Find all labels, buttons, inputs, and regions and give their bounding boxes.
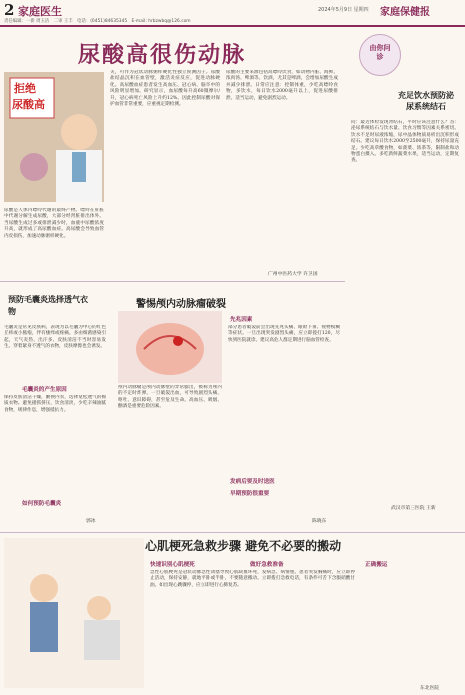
issue-info: 责任编辑：一新 周玉洁 二审 王丰 电话：(0451)84635345 E-mail: hrbzwbq@126.com — [4, 19, 191, 24]
section-name: 家庭医生 — [18, 5, 62, 18]
mi-body: 急性心肌梗死是冠状动脉急性闭塞导致心肌缺血坏死，发病急、病情重。患者突发胸痛时，应立即停止活动，保持安静，就地平卧或半卧，不要随意搬动。立即拨打急救电话，有条件可舌下含服硝酸甘油。如出现心跳骤停，应立即进行心肺复苏。 — [150, 570, 355, 588]
main-article-col2: 关，可作为冠状动脉粥样硬化性独立预测因子。尿酸盐结晶沉积在血管壁，激活炎症反应，促进动脉硬化。高尿酸血症患者发生高血压、冠心病、脑卒中的风险明显增加。研究显示，血尿酸每升高60微摩尔/升，冠心病死亡风险上升约12%。因此控制尿酸对保护血管非常重要，应重视定期检测。 — [110, 70, 220, 108]
folliculitis-title: 预防毛囊炎选择透气衣物 — [8, 294, 88, 316]
aneurysm-subhead-2: 发病后要及时送医 — [230, 479, 275, 485]
main-article-col1: 尿酸是人体内嘌呤代谢的最终产物。嘌呤在肝脏中代谢分解生成尿酸，大部分经肾脏排出体外。当尿酸生成过多或排泄减少时，血液中尿酸浓度升高，就形成了高尿酸血症。高尿酸会导致血管内皮损伤，加速动脉粥样硬化。 — [4, 208, 104, 239]
aneurysm-illustration — [118, 311, 222, 383]
aneurysm-article — [112, 285, 344, 530]
qa-author: 武汉市第三医院 王新 — [391, 506, 436, 511]
main-article — [0, 30, 345, 280]
divider-bottom — [0, 532, 465, 533]
qa-tag-text: 由你问诊 — [369, 43, 391, 61]
aneurysm-title: 警惕颅内动脉瘤破裂 — [136, 299, 226, 310]
brain-illustration — [118, 311, 222, 383]
issue-date: 2024年5月9日 星期四 — [318, 7, 369, 13]
folliculitis-body-1: 毛囊炎是常见皮肤病，表现为以毛囊为中心的红色丘疹或小脓疱，伴有瘙痒或疼痛。多由细菌感染引起，天气炎热、出汗多、皮肤清洁不当时容易发生。穿着紧身不透气的衣物，皮肤摩擦也会诱发。 — [4, 325, 106, 350]
header-rule — [0, 25, 465, 27]
main-article-title: 尿酸高很伤动脉 — [78, 42, 247, 68]
main-article-author: 广州中医药大学 许卫国 — [268, 272, 318, 277]
aneurysm-subhead-3: 早期预防很重要 — [230, 491, 270, 497]
folliculitis-body-2: 保持皮肤清洁干燥，勤换内衣，选择宽松透气的棉质衣物。避免搔抓挤压，饮食清淡，少吃辛辣油腻食物，规律作息，增强抵抗力。 — [4, 395, 106, 413]
mi-subhead-2: 做好急救准备 — [250, 562, 284, 568]
first-aid-illustration — [4, 538, 144, 688]
illustration-caption-2: 尿酸高 — [12, 98, 45, 111]
qa-sidebar — [347, 30, 463, 515]
main-article-illustration — [4, 72, 104, 202]
mi-author: 东北医院 — [420, 686, 440, 691]
qa-tag-badge — [359, 34, 401, 76]
folliculitis-article — [0, 285, 110, 530]
aneurysm-subhead-1: 先兆因素 — [230, 317, 253, 323]
mi-title: 心肌梗死急救步骤 避免不必要的搬动 — [145, 539, 342, 553]
page-header — [0, 0, 465, 26]
mi-article — [0, 534, 465, 695]
column-name: 家庭保健报 — [380, 7, 430, 18]
illustration-caption-1: 拒绝 — [14, 82, 36, 95]
mi-illustration — [4, 538, 144, 688]
main-article-col3: 尿酸的主要来源包括高嘌呤饮食，如动物内脏、海鲜、浓肉汤、啤酒等。饮酒，尤其是啤酒，会增加尿酸生成并减少排泄。日常应注意：控制体重，少吃高嘌呤食物，多饮水，每日饮水2000毫升以上，促进尿酸排泄。适当运动，避免剧烈运动。 — [226, 70, 338, 101]
qa-title: 充足饮水预防泌尿系统结石 — [398, 90, 454, 111]
qa-body: 问：最近体检发现肾结石，平时应该注意什么？答：泌尿系统结石与饮水量、饮食习惯等因素关系密切。饮水不足时尿液浓缩，尿中晶体物质易析出沉积形成结石。建议每日饮水2000至2500毫升，保持尿量充足。少吃高草酸食物，如菠菜、浓茶等，限制盐和动物蛋白摄入。多吃新鲜蔬菜水果，适当运动，定期复查。 — [351, 120, 459, 164]
mi-subhead-1: 快速识别心肌梗死 — [150, 562, 195, 568]
divider-main — [0, 281, 345, 282]
folliculitis-author: 郭冰 — [86, 519, 96, 524]
folliculitis-subhead-1: 毛囊炎的产生原因 — [22, 387, 67, 393]
aneurysm-author: 陈晓东 — [312, 519, 327, 524]
folliculitis-subhead-2: 如何预防毛囊炎 — [22, 501, 62, 507]
aneurysm-body: 颅内动脉瘤是颅内动脉壁的异常膨出，被称为颅内的不定时炸弹。一旦破裂出血，可导致剧烈头痛、呕吐、意识障碍，甚至危及生命。高血压、吸烟、酗酒是重要危险因素。 — [118, 385, 222, 410]
aneurysm-body-2: 部分患者破裂前会出现先兆头痛、眼睑下垂、视物模糊等症状。一旦出现突发剧烈头痛，应立即拨打120，尽快到医院就诊。建议高危人群定期进行脑血管检查。 — [228, 325, 340, 343]
mi-subhead-3: 正确搬运 — [365, 562, 388, 568]
page-number: 2 — [4, 1, 15, 19]
